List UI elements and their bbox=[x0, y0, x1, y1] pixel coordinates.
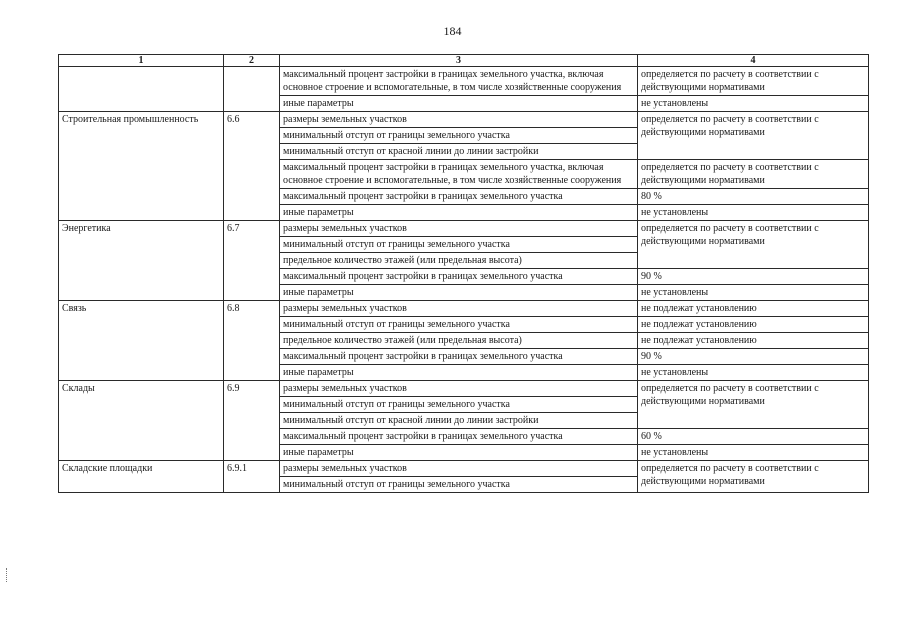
parameter-cell: минимальный отступ от границы земельного участка bbox=[280, 397, 638, 413]
value-cell: не установлены bbox=[638, 285, 869, 301]
use-name-cell: Связь bbox=[59, 301, 224, 381]
parameter-cell: иные параметры bbox=[280, 285, 638, 301]
value-cell: не установлены bbox=[638, 205, 869, 221]
page-number: 184 bbox=[443, 24, 462, 38]
use-name-cell: Складские площадки bbox=[59, 461, 224, 493]
value-cell: определяется по расчету в соответствии с действующими нормативами bbox=[638, 381, 869, 429]
use-code-cell: 6.6 bbox=[224, 112, 280, 221]
parameter-cell: размеры земельных участков bbox=[280, 381, 638, 397]
parameter-cell: минимальный отступ от красной линии до линии застройки bbox=[280, 144, 638, 160]
value-cell: 60 % bbox=[638, 429, 869, 445]
parameter-cell: минимальный отступ от границы земельного участка bbox=[280, 317, 638, 333]
parameter-cell: предельное количество этажей (или предельная высота) bbox=[280, 333, 638, 349]
value-cell: определяется по расчету в соответствии с действующими нормативами bbox=[638, 67, 869, 96]
use-name-cell bbox=[59, 67, 224, 112]
value-cell: определяется по расчету в соответствии с действующими нормативами bbox=[638, 160, 869, 189]
scan-edge-mark bbox=[6, 568, 9, 582]
parameter-cell: минимальный отступ от границы земельного участка bbox=[280, 128, 638, 144]
parameter-cell: минимальный отступ от границы земельного участка bbox=[280, 477, 638, 493]
parameter-cell: максимальный процент застройки в границах земельного участка, включая основное строение и вспомогательные, в том числе хозяйственные сооружения bbox=[280, 160, 638, 189]
value-cell: определяется по расчету в соответствии с действующими нормативами bbox=[638, 221, 869, 269]
table-row bbox=[59, 112, 869, 128]
column-header-3: 3 bbox=[280, 55, 638, 67]
use-code-cell bbox=[224, 67, 280, 112]
parameter-cell: размеры земельных участков bbox=[280, 221, 638, 237]
parameter-cell: размеры земельных участков bbox=[280, 301, 638, 317]
value-cell: не подлежат установлению bbox=[638, 317, 869, 333]
parameter-cell: иные параметры bbox=[280, 365, 638, 381]
table-row bbox=[59, 301, 869, 317]
parameter-cell: минимальный отступ от границы земельного участка bbox=[280, 237, 638, 253]
use-code-cell: 6.7 bbox=[224, 221, 280, 301]
use-name-cell: Строительная промышленность bbox=[59, 112, 224, 221]
land-use-regulations-table bbox=[58, 54, 869, 493]
value-cell: не установлены bbox=[638, 96, 869, 112]
parameter-cell: размеры земельных участков bbox=[280, 461, 638, 477]
value-cell: 90 % bbox=[638, 269, 869, 285]
column-header-2: 2 bbox=[224, 55, 280, 67]
value-cell: 80 % bbox=[638, 189, 869, 205]
use-name-cell: Энергетика bbox=[59, 221, 224, 301]
value-cell: не подлежат установлению bbox=[638, 301, 869, 317]
value-cell: не установлены bbox=[638, 365, 869, 381]
parameter-cell: предельное количество этажей (или предельная высота) bbox=[280, 253, 638, 269]
header-row bbox=[59, 55, 869, 67]
value-cell: определяется по расчету в соответствии с действующими нормативами bbox=[638, 461, 869, 493]
table-row bbox=[59, 381, 869, 397]
table-row bbox=[59, 461, 869, 477]
parameter-cell: максимальный процент застройки в границах земельного участка bbox=[280, 269, 638, 285]
parameter-cell: иные параметры bbox=[280, 445, 638, 461]
parameter-cell: максимальный процент застройки в границах земельного участка bbox=[280, 349, 638, 365]
table-row bbox=[59, 221, 869, 237]
value-cell: 90 % bbox=[638, 349, 869, 365]
parameter-cell: максимальный процент застройки в границах земельного участка, включая основное строение и вспомогательные, в том числе хозяйственные сооружения bbox=[280, 67, 638, 96]
parameter-cell: размеры земельных участков bbox=[280, 112, 638, 128]
parameter-cell: максимальный процент застройки в границах земельного участка bbox=[280, 429, 638, 445]
parameter-cell: минимальный отступ от красной линии до линии застройки bbox=[280, 413, 638, 429]
use-code-cell: 6.8 bbox=[224, 301, 280, 381]
table-row bbox=[59, 67, 869, 96]
column-header-1: 1 bbox=[59, 55, 224, 67]
use-name-cell: Склады bbox=[59, 381, 224, 461]
parameter-cell: иные параметры bbox=[280, 205, 638, 221]
value-cell: не установлены bbox=[638, 445, 869, 461]
value-cell: не подлежат установлению bbox=[638, 333, 869, 349]
parameter-cell: иные параметры bbox=[280, 96, 638, 112]
parameter-cell: максимальный процент застройки в границах земельного участка bbox=[280, 189, 638, 205]
value-cell: определяется по расчету в соответствии с действующими нормативами bbox=[638, 112, 869, 160]
use-code-cell: 6.9.1 bbox=[224, 461, 280, 493]
column-header-4: 4 bbox=[638, 55, 869, 67]
use-code-cell: 6.9 bbox=[224, 381, 280, 461]
